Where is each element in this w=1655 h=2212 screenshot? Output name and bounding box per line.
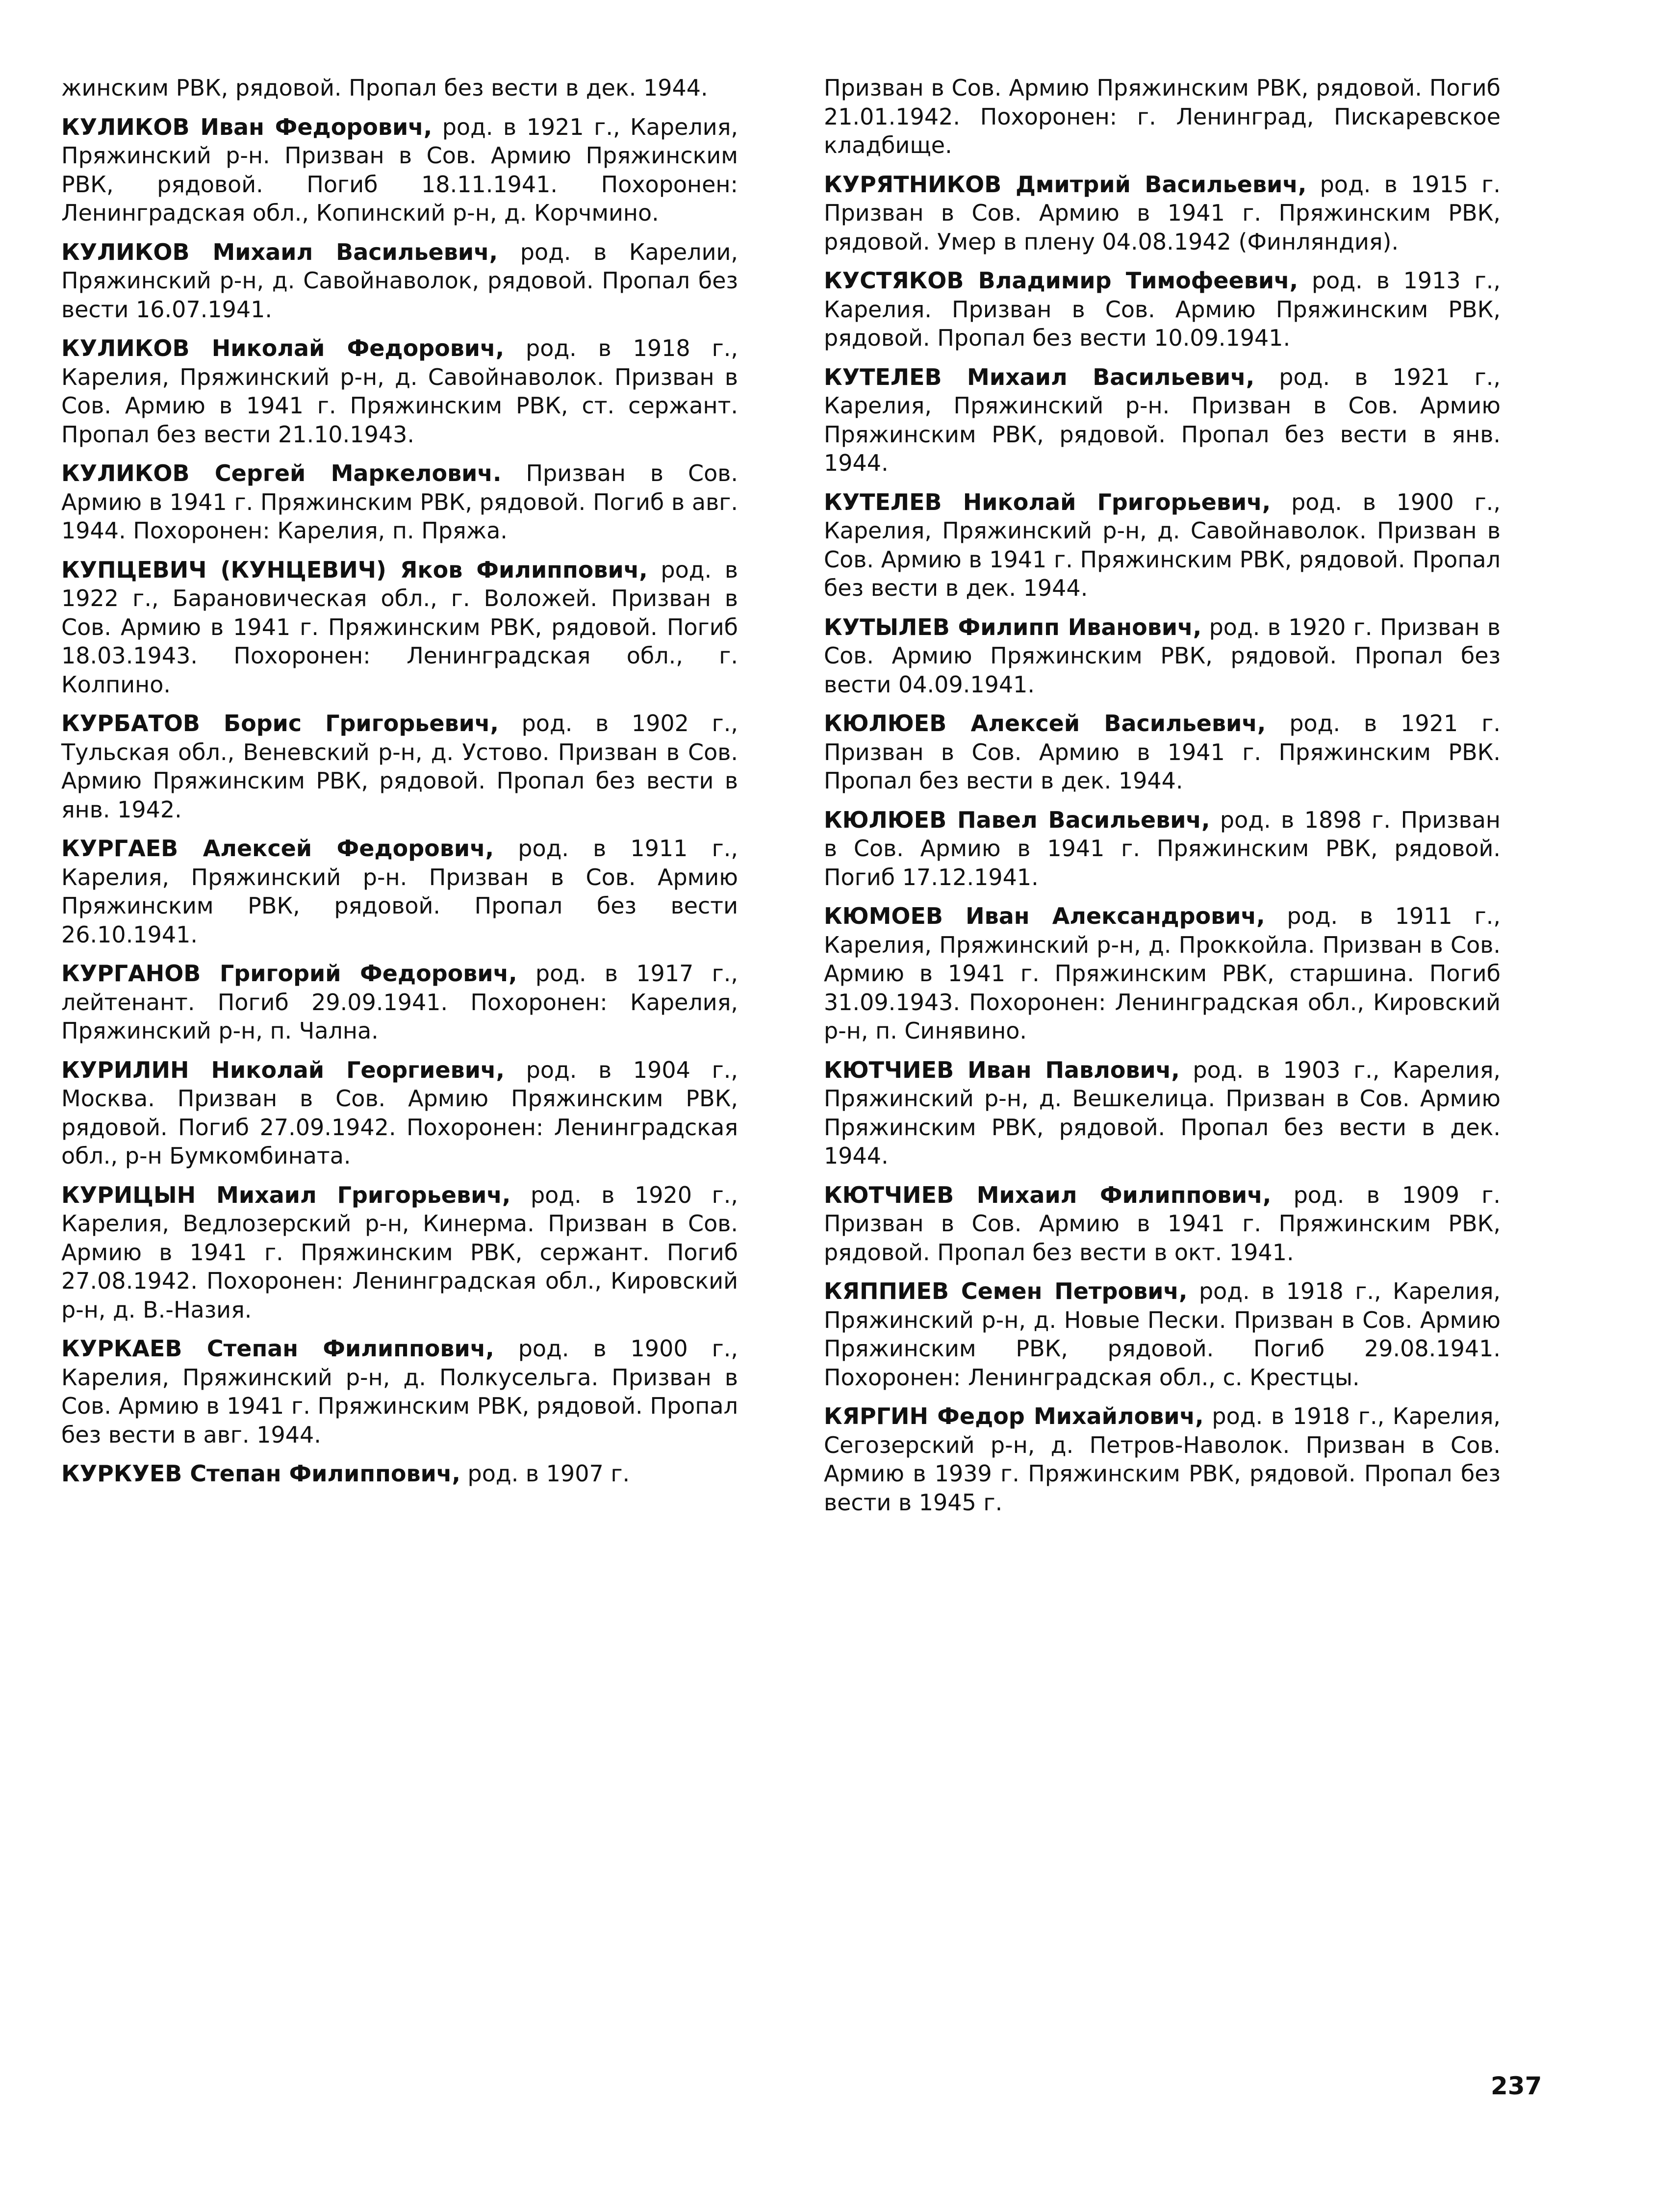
entry-text: род. в Карелии, Пряжинский р-н, д. Савойнаволок, рядовой. Пропал без вести 16.07.1941. [61,238,738,323]
entry-text: род. в 1918 г., Карелия, Сегозерский р-н, д. Петров-Наволок. Призван в Сов. Армию в 1939 г. Пряжинским РВК, рядовой. Пропал без вести в 1945 г. [824,1403,1501,1516]
entry-name: КУЛИКОВ Иван Федорович, [61,113,433,140]
biography-entry [824,488,1501,603]
left-column [61,74,738,1499]
biography-entry [61,1056,738,1170]
biography-entry [61,709,738,824]
entry-text: род. в 1900 г., Карелия, Пряжинский р-н, д. Савойнаволок. Призван в Сов. Армию в 1941 г. Пряжинским РВК, рядовой. Пропал без вести в дек. 1944. [824,488,1501,601]
biography-entry [824,266,1501,353]
entry-name: КУРБАТОВ Борис Григорьевич, [61,710,499,737]
biography-entry [61,334,738,449]
biography-entry [61,459,738,545]
entry-text: род. в 1903 г., Карелия, Пряжинский р-н, д. Вешкелица. Призван в Сов. Армию Пряжинским РВК, рядовой. Пропал без вести в дек. 1944. [824,1056,1501,1169]
biography-entry [61,113,738,228]
biography-entry [61,74,738,102]
entry-text: род. в 1915 г. Призван в Сов. Армию в 1941 г. Пряжинским РВК, рядовой. Умер в плену 04.08.1942 (Финляндия). [824,171,1501,255]
entry-text: род. в 1898 г. Призван в Сов. Армию в 1941 г. Пряжинским РВК, рядовой. Погиб 17.12.1941. [824,806,1501,890]
entry-name: КУРИЛИН Николай Георгиевич, [61,1056,505,1083]
biography-entry [61,834,738,949]
entry-name: КЯРГИН Федор Михайлович, [824,1403,1204,1429]
entry-name: КЮТЧИЕВ Михаил Филиппович, [824,1181,1272,1208]
entry-name: КЯППИЕВ Семен Петрович, [824,1278,1188,1304]
biography-entry [824,170,1501,256]
entry-text: род. в 1909 г. Призван в Сов. Армию в 1941 г. Пряжинским РВК, рядовой. Пропал без вести в окт. 1941. [824,1181,1501,1266]
entry-name: КУРКУЕВ Степан Филиппович, [61,1460,460,1487]
entry-name: КУРГАЕВ Алексей Федорович, [61,835,494,862]
entry-name: КЮМОЕВ Иван Александрович, [824,903,1265,929]
entry-text: род. в 1922 г., Барановическая обл., г. Воложей. Призван в Сов. Армию в 1941 г. Пряжинским РВК, рядовой. Погиб 18.03.1943. Похоронен: Ленинградская обл., г. Колпино. [61,556,738,698]
entry-text: род. в 1921 г., Карелия, Пряжинский р-н. Призван в Сов. Армию Пряжинским РВК, рядовой. Пропал без вести в янв. 1944. [824,363,1501,476]
biography-entry [824,1402,1501,1517]
entry-name: КУПЦЕВИЧ (КУНЦЕВИЧ) Яков Филиппович, [61,556,648,583]
biography-entry [61,1181,738,1324]
entry-text: род. в 1904 г., Москва. Призван в Сов. Армию Пряжинским РВК, рядовой. Погиб 27.09.1942. Похоронен: Ленинградская обл., р-н Бумкомбината. [61,1056,738,1169]
biography-entry [824,613,1501,699]
entry-name: КЮЛЮЕВ Алексей Васильевич, [824,710,1266,737]
biography-entry [61,556,738,699]
biography-entry [61,1459,738,1488]
entry-text: род. в 1911 г., Карелия, Пряжинский р-н. Призван в Сов. Армию Пряжинским РВК, рядовой. Пропал без вести 26.10.1941. [61,835,738,948]
entry-text: Призван в Сов. Армию Пряжинским РВК, рядовой. Погиб 21.01.1942. Похоронен: г. Ленинград, Пискаревское кладбище. [824,75,1501,158]
entry-text: Призван в Сов. Армию в 1941 г. Пряжинским РВК, рядовой. Погиб в авг. 1944. Похоронен: Карелия, п. Пряжа. [61,460,738,544]
biography-entry [824,709,1501,795]
entry-text: род. в 1911 г., Карелия, Пряжинский р-н, д. Проккойла. Призван в Сов. Армию в 1941 г. Пряжинским РВК, старшина. Погиб 31.09.1943. Похоронен: Ленинградская обл., Кировский р-н, п. Синявино. [824,903,1501,1044]
entry-text: род. в 1917 г., лейтенант. Погиб 29.09.1941. Похоронен: Карелия, Пряжинский р-н, п. Чална. [61,960,738,1044]
right-column [824,74,1501,1527]
entry-text: род. в 1907 г. [460,1460,630,1487]
page-number: 237 [1491,2072,1542,2100]
entry-text: род. в 1920 г., Карелия, Ведлозерский р-н, Кинерма. Призван в Сов. Армию в 1941 г. Пряжинским РВК, сержант. Погиб 27.08.1942. Похоронен: Ленинградская обл., Кировский р-н, д. В.-Назия. [61,1181,738,1323]
biography-entry [824,363,1501,478]
biography-entry [824,1056,1501,1170]
biography-entry [61,1334,738,1449]
entry-name: КУЛИКОВ Сергей Маркелович. [61,460,502,486]
entry-name: КУРГАНОВ Григорий Федорович, [61,960,517,987]
entry-name: КУРКАЕВ Степан Филиппович, [61,1335,494,1362]
entry-name: КУСТЯКОВ Владимир Тимофеевич, [824,267,1299,294]
entry-name: КУРЯТНИКОВ Дмитрий Васильевич, [824,171,1307,198]
entry-text: род. в 1921 г. Призван в Сов. Армию в 1941 г. Пряжинским РВК. Пропал без вести в дек. 1944. [824,710,1501,794]
entry-name: КЮЛЮЕВ Павел Васильевич, [824,806,1210,833]
entry-text: род. в 1918 г., Карелия, Пряжинский р-н, д. Новые Пески. Призван в Сов. Армию Пряжинским РВК, рядовой. Погиб 29.08.1941. Похоронен: Ленинградская обл., с. Крестцы. [824,1278,1501,1391]
entry-name: КУТЫЛЕВ Филипп Иванович, [824,613,1202,640]
entry-text: род. в 1918 г., Карелия, Пряжинский р-н, д. Савойнаволок. Призван в Сов. Армию в 1941 г. Пряжинским РВК, ст. сержант. Пропал без вести 21.10.1943. [61,335,738,448]
biography-entry [824,1181,1501,1267]
entry-text: род. в 1921 г., Карелия, Пряжинский р-н. Призван в Сов. Армию Пряжинским РВК, рядовой. Погиб 18.11.1941. Похоронен: Ленинградская обл., Копинский р-н, д. Корчмино. [61,113,738,226]
entry-name: КУЛИКОВ Николай Федорович, [61,335,505,361]
biography-entry [824,806,1501,892]
entry-name: КЮТЧИЕВ Иван Павлович, [824,1056,1180,1083]
biography-entry [824,74,1501,160]
entry-name: КУТЕЛЕВ Николай Григорьевич, [824,488,1271,515]
entry-text: род. в 1913 г., Карелия. Призван в Сов. Армию Пряжинским РВК, рядовой. Пропал без вести 10.09.1941. [824,267,1501,351]
entry-name: КУТЕЛЕВ Михаил Васильевич, [824,363,1255,390]
entry-text: род. в 1902 г., Тульская обл., Веневский р-н, д. Устово. Призван в Сов. Армию Пряжинским РВК, рядовой. Пропал без вести в янв. 1942. [61,710,738,823]
entry-text: род. в 1920 г. Призван в Сов. Армию Пряжинским РВК, рядовой. Пропал без вести 04.09.1941. [824,613,1501,698]
biography-entry [61,238,738,324]
biography-entry [824,902,1501,1045]
entry-text: жинским РВК, рядовой. Пропал без вести в дек. 1944. [61,75,708,101]
entry-name: КУЛИКОВ Михаил Васильевич, [61,238,498,265]
entry-name: КУРИЦЫН Михаил Григорьевич, [61,1181,511,1208]
biography-entry [824,1277,1501,1392]
entry-text: род. в 1900 г., Карелия, Пряжинский р-н, д. Полкусельга. Призван в Сов. Армию в 1941 г. Пряжинским РВК, рядовой. Пропал без вести в авг. 1944. [61,1335,738,1448]
biography-entry [61,959,738,1045]
